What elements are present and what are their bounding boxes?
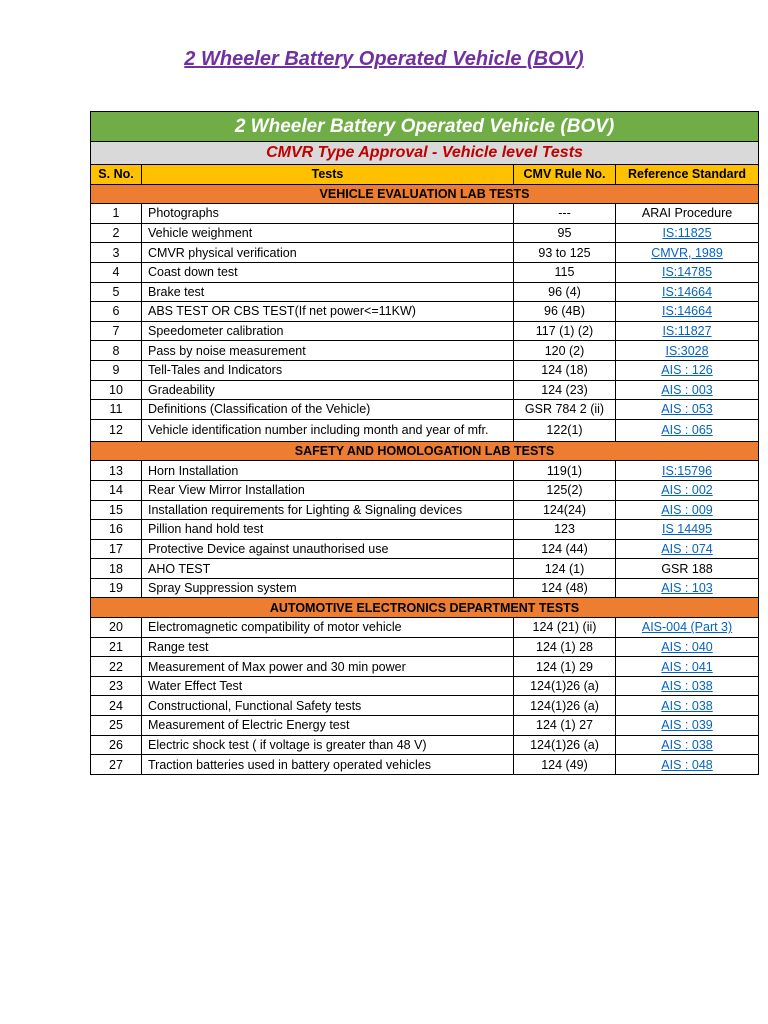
cell-reference: [616, 380, 759, 400]
cell-sno: 9: [91, 360, 142, 380]
cell-reference: [616, 400, 759, 420]
cell-reference: [616, 480, 759, 500]
cell-sno: 25: [91, 716, 142, 736]
reference-link[interactable]: AIS : 038: [661, 679, 713, 694]
table-row: [91, 380, 759, 400]
cell-sno: 5: [91, 282, 142, 302]
reference-link[interactable]: AIS : 002: [661, 483, 713, 498]
cell-reference: ARAI Procedure: [616, 204, 759, 224]
table-row: [91, 262, 759, 282]
cell-reference: [616, 618, 759, 638]
cell-test: Water Effect Test: [142, 676, 514, 696]
column-header-sno: S. No.: [91, 165, 142, 185]
section-title: VEHICLE EVALUATION LAB TESTS: [91, 184, 759, 204]
reference-link[interactable]: CMVR, 1989: [651, 245, 723, 260]
cell-rule: 124 (44): [514, 539, 616, 559]
reference-link[interactable]: AIS-004 (Part 3): [641, 620, 733, 635]
table-row: [91, 559, 759, 579]
table-row: [91, 755, 759, 775]
cell-rule: 119(1): [514, 461, 616, 481]
cell-sno: 22: [91, 657, 142, 677]
reference-link[interactable]: AIS : 038: [661, 698, 713, 713]
cell-sno: 17: [91, 539, 142, 559]
cell-reference: [616, 223, 759, 243]
cell-rule: 124 (49): [514, 755, 616, 775]
cell-sno: 20: [91, 618, 142, 638]
section-title: AUTOMOTIVE ELECTRONICS DEPARTMENT TESTS: [91, 598, 759, 618]
cell-test: Pillion hand hold test: [142, 520, 514, 540]
table-row: [91, 696, 759, 716]
cell-rule: 124 (48): [514, 578, 616, 598]
cell-test: CMVR physical verification: [142, 243, 514, 263]
cell-sno: 19: [91, 578, 142, 598]
cell-reference: [616, 539, 759, 559]
cell-test: Vehicle identification number including month and year of mfr.: [142, 419, 514, 441]
cell-test: Vehicle weighment: [142, 223, 514, 243]
cell-rule: 117 (1) (2): [514, 321, 616, 341]
table-row: [91, 637, 759, 657]
reference-link[interactable]: IS:14664: [662, 304, 713, 319]
cell-reference: GSR 188: [616, 559, 759, 579]
cell-reference: [616, 302, 759, 322]
reference-link[interactable]: AIS : 009: [661, 502, 713, 517]
column-header-reference: Reference Standard: [616, 165, 759, 185]
cell-sno: 10: [91, 380, 142, 400]
cell-reference: [616, 696, 759, 716]
cell-rule: 96 (4B): [514, 302, 616, 322]
cell-test: ABS TEST OR CBS TEST(If net power<=11KW): [142, 302, 514, 322]
table-row: [91, 419, 759, 441]
column-header-tests: Tests: [142, 165, 514, 185]
cell-rule: 115: [514, 262, 616, 282]
reference-link[interactable]: AIS : 126: [661, 363, 713, 378]
cell-reference: [616, 461, 759, 481]
cell-test: Traction batteries used in battery operated vehicles: [142, 755, 514, 775]
reference-link[interactable]: IS:14785: [662, 265, 713, 280]
reference-link[interactable]: AIS : 040: [661, 639, 713, 654]
cell-test: Pass by noise measurement: [142, 341, 514, 361]
cell-rule: ---: [514, 204, 616, 224]
cell-sno: 13: [91, 461, 142, 481]
table-row: [91, 341, 759, 361]
column-header-rule: CMV Rule No.: [514, 165, 616, 185]
cell-test: Horn Installation: [142, 461, 514, 481]
table-row: [91, 500, 759, 520]
cell-reference: [616, 755, 759, 775]
section-header-row: [91, 441, 759, 461]
cell-test: Speedometer calibration: [142, 321, 514, 341]
cell-test: Measurement of Max power and 30 min power: [142, 657, 514, 677]
cell-rule: 123: [514, 520, 616, 540]
cell-test: Spray Suppression system: [142, 578, 514, 598]
table-row: [91, 735, 759, 755]
cell-sno: 15: [91, 500, 142, 520]
reference-link[interactable]: AIS : 065: [661, 423, 713, 438]
table-row: [91, 480, 759, 500]
cell-sno: 7: [91, 321, 142, 341]
cell-sno: 4: [91, 262, 142, 282]
cell-sno: 1: [91, 204, 142, 224]
table-title: 2 Wheeler Battery Operated Vehicle (BOV): [91, 112, 759, 142]
cell-sno: 11: [91, 400, 142, 420]
section-header-row: [91, 184, 759, 204]
table-row: [91, 400, 759, 420]
reference-link[interactable]: AIS : 053: [661, 402, 713, 417]
cell-sno: 18: [91, 559, 142, 579]
cell-rule: 120 (2): [514, 341, 616, 361]
cell-test: Electric shock test ( if voltage is greater than 48 V): [142, 735, 514, 755]
table-row: [91, 302, 759, 322]
cell-test: Tell-Tales and Indicators: [142, 360, 514, 380]
reference-link[interactable]: AIS : 003: [661, 382, 713, 397]
cell-rule: 95: [514, 223, 616, 243]
cell-reference: [616, 243, 759, 263]
cell-rule: 124 (1) 28: [514, 637, 616, 657]
cell-sno: 14: [91, 480, 142, 500]
page-title: 2 Wheeler Battery Operated Vehicle (BOV): [184, 48, 584, 70]
table-row: [91, 676, 759, 696]
table-row: [91, 578, 759, 598]
reference-link[interactable]: AIS : 103: [661, 581, 713, 596]
cell-test: Installation requirements for Lighting & Signaling devices: [142, 500, 514, 520]
cell-rule: 124 (23): [514, 380, 616, 400]
reference-link[interactable]: IS:11825: [662, 226, 712, 241]
table-row: [91, 223, 759, 243]
reference-link[interactable]: IS 14495: [662, 522, 713, 537]
cell-rule: 124(24): [514, 500, 616, 520]
cell-rule: 124(1)26 (a): [514, 676, 616, 696]
cell-reference: [616, 360, 759, 380]
cell-test: Measurement of Electric Energy test: [142, 716, 514, 736]
cell-test: Protective Device against unauthorised use: [142, 539, 514, 559]
cell-sno: 24: [91, 696, 142, 716]
column-header-row: [91, 165, 759, 185]
cell-reference: [616, 676, 759, 696]
cell-rule: 96 (4): [514, 282, 616, 302]
table-row: [91, 520, 759, 540]
reference-link[interactable]: IS:11827: [662, 324, 712, 339]
cell-test: Gradeability: [142, 380, 514, 400]
cell-test: Electromagnetic compatibility of motor vehicle: [142, 618, 514, 638]
cell-reference: [616, 419, 759, 441]
cell-reference: [616, 735, 759, 755]
cell-test: Range test: [142, 637, 514, 657]
table-row: [91, 657, 759, 677]
reference-link[interactable]: AIS : 048: [661, 757, 713, 772]
reference-link[interactable]: AIS : 038: [661, 737, 713, 752]
cell-sno: 3: [91, 243, 142, 263]
cell-rule: 124 (1) 27: [514, 716, 616, 736]
cell-reference: [616, 262, 759, 282]
cell-rule: 124(1)26 (a): [514, 735, 616, 755]
cell-test: Definitions (Classification of the Vehicle): [142, 400, 514, 420]
cell-sno: 12: [91, 419, 142, 441]
reference-link[interactable]: IS:3028: [665, 343, 709, 358]
cell-reference: [616, 282, 759, 302]
table-row: [91, 204, 759, 224]
cell-test: Constructional, Functional Safety tests: [142, 696, 514, 716]
reference-link[interactable]: AIS : 039: [661, 718, 713, 733]
cell-reference: [616, 716, 759, 736]
section-title: SAFETY AND HOMOLOGATION LAB TESTS: [91, 441, 759, 461]
cell-test: Brake test: [142, 282, 514, 302]
cell-reference: [616, 321, 759, 341]
table-row: [91, 243, 759, 263]
cell-rule: 122(1): [514, 419, 616, 441]
cell-reference: [616, 341, 759, 361]
reference-link[interactable]: AIS : 041: [661, 659, 713, 674]
table-row: [91, 321, 759, 341]
cell-rule: 124 (21) (ii): [514, 618, 616, 638]
reference-link[interactable]: AIS : 074: [661, 541, 713, 556]
table-row: [91, 360, 759, 380]
cell-rule: 124 (1): [514, 559, 616, 579]
cell-test: Photographs: [142, 204, 514, 224]
cell-reference: [616, 578, 759, 598]
cell-test: AHO TEST: [142, 559, 514, 579]
cell-test: Coast down test: [142, 262, 514, 282]
table-row: [91, 282, 759, 302]
cell-rule: 125(2): [514, 480, 616, 500]
cell-sno: 2: [91, 223, 142, 243]
table-row: [91, 461, 759, 481]
cell-sno: 6: [91, 302, 142, 322]
cell-reference: [616, 520, 759, 540]
cell-rule: 124 (18): [514, 360, 616, 380]
cell-test: Rear View Mirror Installation: [142, 480, 514, 500]
cell-sno: 26: [91, 735, 142, 755]
cell-sno: 16: [91, 520, 142, 540]
reference-link[interactable]: IS:14664: [662, 284, 713, 299]
cell-reference: [616, 657, 759, 677]
cell-sno: 23: [91, 676, 142, 696]
table-row: [91, 618, 759, 638]
table-row: [91, 716, 759, 736]
cell-sno: 8: [91, 341, 142, 361]
cell-rule: GSR 784 2 (ii): [514, 400, 616, 420]
cell-rule: 124 (1) 29: [514, 657, 616, 677]
cell-reference: [616, 500, 759, 520]
cell-sno: 27: [91, 755, 142, 775]
cell-reference: [616, 637, 759, 657]
section-header-row: [91, 598, 759, 618]
table-row: [91, 539, 759, 559]
cell-sno: 21: [91, 637, 142, 657]
table-subtitle: CMVR Type Approval - Vehicle level Tests: [91, 142, 759, 165]
cell-rule: 93 to 125: [514, 243, 616, 263]
tests-table: [90, 111, 759, 775]
cell-rule: 124(1)26 (a): [514, 696, 616, 716]
reference-link[interactable]: IS:15796: [662, 463, 713, 478]
